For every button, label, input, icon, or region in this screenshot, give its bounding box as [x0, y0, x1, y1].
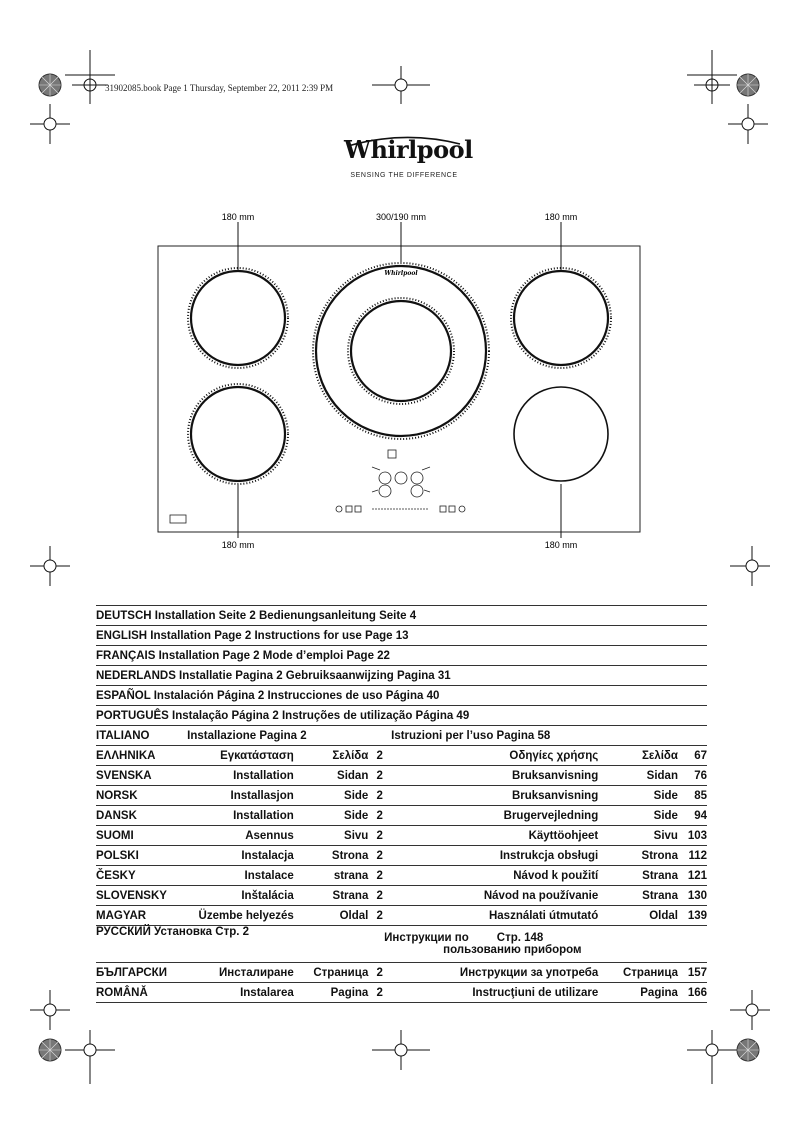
book-header-line: 31902085.book Page 1 Thursday, September 22, 2011 2:39 PM [105, 83, 334, 93]
language-row [96, 906, 707, 926]
brand-name: Whirlpool [344, 135, 473, 164]
language-row [96, 646, 707, 666]
language-install: РУССКИЙ Установка Стр. 2 [96, 926, 391, 963]
language-row [96, 706, 707, 726]
label-bottom-left: 180 mm [221, 540, 255, 550]
language-name: ČESKY [96, 866, 187, 886]
language-name: БЪЛГАРСКИ [96, 963, 187, 983]
language-row [96, 963, 707, 983]
page-number: 2 [368, 983, 391, 1003]
zone-rear-left [191, 387, 285, 481]
instructions-label: Instrukcja obsługi [391, 846, 598, 866]
language-row [96, 886, 707, 906]
language-name: ΕΛΛΗΝΙΚΑ [96, 746, 187, 766]
page-word: Side [294, 806, 369, 826]
language-row-italiano [96, 726, 707, 746]
page-number: 2 [368, 886, 391, 906]
language-name: SUOMI [96, 826, 187, 846]
zone-front-left [191, 271, 285, 365]
language-line: ENGLISH Installation Page 2 Instructions for use Page 13 [96, 626, 707, 646]
instructions-label: Brugervejledning [391, 806, 598, 826]
page-number: 2 [368, 826, 391, 846]
hob-small-logo: Whirlpool [384, 270, 418, 277]
page-number: 2 [368, 906, 391, 926]
instructions-label: Bruksanvisning [391, 786, 598, 806]
page-number: 85 [678, 786, 707, 806]
page-word: Страница [598, 963, 678, 983]
language-row [96, 686, 707, 706]
zone-center-inner [351, 301, 451, 401]
installation-label: Installation [187, 766, 294, 786]
page-word: Sivu [598, 826, 678, 846]
page-number: 2 [368, 846, 391, 866]
language-row [96, 866, 707, 886]
page-number: 76 [678, 766, 707, 786]
language-name: NORSK [96, 786, 187, 806]
instructions-label: Инструкции за употреба [391, 963, 598, 983]
instructions-ref: Istruzioni per l’uso Pagina 58 [391, 726, 707, 746]
page-number: 157 [678, 963, 707, 983]
installation-label: Installasjon [187, 786, 294, 806]
installation-label: Εγκατάσταση [187, 746, 294, 766]
page-number: 121 [678, 866, 707, 886]
instructions-label: Návod na používanie [391, 886, 598, 906]
installation-label: Inštalácia [187, 886, 294, 906]
language-name: SVENSKA [96, 766, 187, 786]
page-number: 139 [678, 906, 707, 926]
page-word: Oldal [598, 906, 678, 926]
page-number: 2 [368, 963, 391, 983]
installation-label: Instalarea [187, 983, 294, 1003]
instructions-label: Bruksanvisning [391, 766, 598, 786]
installation-label: Asennus [187, 826, 294, 846]
language-row [96, 626, 707, 646]
language-row [96, 826, 707, 846]
zone-rear-right [514, 387, 608, 481]
page-number: 2 [368, 866, 391, 886]
language-row [96, 846, 707, 866]
language-name: ROMÂNĂ [96, 983, 187, 1003]
page-number: 2 [368, 746, 391, 766]
page-number: 103 [678, 826, 707, 846]
language-row [96, 806, 707, 826]
page-number: 2 [368, 766, 391, 786]
page-word: Strona [294, 846, 369, 866]
page-word: Pagina [294, 983, 369, 1003]
installation-ref: Installazione Pagina 2 [187, 726, 391, 746]
language-row [96, 666, 707, 686]
instructions-ref [384, 926, 707, 963]
page-number: 94 [678, 806, 707, 826]
page-number: 67 [678, 746, 707, 766]
instructions-line1: Инструкции по [384, 932, 469, 944]
language-row [96, 983, 707, 1003]
page-word: Σελίδα [598, 746, 678, 766]
language-line: DEUTSCH Installation Seite 2 Bedienungsanleitung Seite 4 [96, 606, 707, 626]
language-name: SLOVENSKY [96, 886, 187, 906]
language-row-russian [96, 926, 707, 963]
power-symbol-icon [388, 450, 396, 458]
instructions-label: Használati útmutató [391, 906, 598, 926]
page-word: Strana [294, 886, 369, 906]
label-top-center: 300/190 mm [375, 212, 427, 222]
instructions-label: Instrucţiuni de utilizare [391, 983, 598, 1003]
page-number: 2 [368, 786, 391, 806]
page-number: 112 [678, 846, 707, 866]
language-row [96, 766, 707, 786]
page-word: Страница [294, 963, 369, 983]
language-row [96, 746, 707, 766]
language-row [96, 786, 707, 806]
language-row [96, 606, 707, 626]
page-word: Oldal [294, 906, 369, 926]
control-panel [170, 450, 465, 523]
page-number: 2 [368, 806, 391, 826]
page-number: 130 [678, 886, 707, 906]
page-word: Strona [598, 846, 678, 866]
installation-label: Instalacja [187, 846, 294, 866]
installation-label: Инсталиране [187, 963, 294, 983]
instructions-label: Οδηγίες χρήσης [391, 746, 598, 766]
page-word: Σελίδα [294, 746, 369, 766]
rating-plate-icon [170, 515, 186, 523]
page-word: Strana [598, 866, 678, 886]
label-top-right: 180 mm [544, 212, 578, 222]
label-top-left: 180 mm [221, 212, 255, 222]
language-name: MAGYAR [96, 906, 187, 926]
page-word: Strana [598, 886, 678, 906]
instructions-label: Návod k použití [391, 866, 598, 886]
installation-label: Instalace [187, 866, 294, 886]
instructions-page: Стр. 148 [496, 932, 544, 944]
page-number: 166 [678, 983, 707, 1003]
language-index-table [96, 605, 707, 1003]
instructions-line2: пользованию прибором [443, 944, 582, 956]
zone-front-right [514, 271, 608, 365]
installation-label: Installation [187, 806, 294, 826]
hob-outline [158, 246, 640, 532]
instructions-label: Käyttöohjeet [391, 826, 598, 846]
language-line: ESPAÑOL Instalación Página 2 Instrucciones de uso Página 40 [96, 686, 707, 706]
language-name: ITALIANO [96, 726, 187, 746]
page-word: strana [294, 866, 369, 886]
page-word: Side [598, 806, 678, 826]
page-word: Sivu [294, 826, 369, 846]
brand-tagline: SENSING THE DIFFERENCE [350, 172, 458, 179]
language-line: NEDERLANDS Installatie Pagina 2 Gebruiksaanwijzing Pagina 31 [96, 666, 707, 686]
page-word: Pagina [598, 983, 678, 1003]
page-word: Side [294, 786, 369, 806]
language-name: POLSKI [96, 846, 187, 866]
installation-label: Üzembe helyezés [187, 906, 294, 926]
zone-center-outer [316, 266, 486, 436]
language-line: FRANÇAIS Installation Page 2 Mode d’emploi Page 22 [96, 646, 707, 666]
page-word: Sidan [598, 766, 678, 786]
page-word: Sidan [294, 766, 369, 786]
label-bottom-right: 180 mm [544, 540, 578, 550]
language-name: DANSK [96, 806, 187, 826]
language-line: PORTUGUÊS Instalação Página 2 Instruções de utilização Página 49 [96, 706, 707, 726]
page-word: Side [598, 786, 678, 806]
